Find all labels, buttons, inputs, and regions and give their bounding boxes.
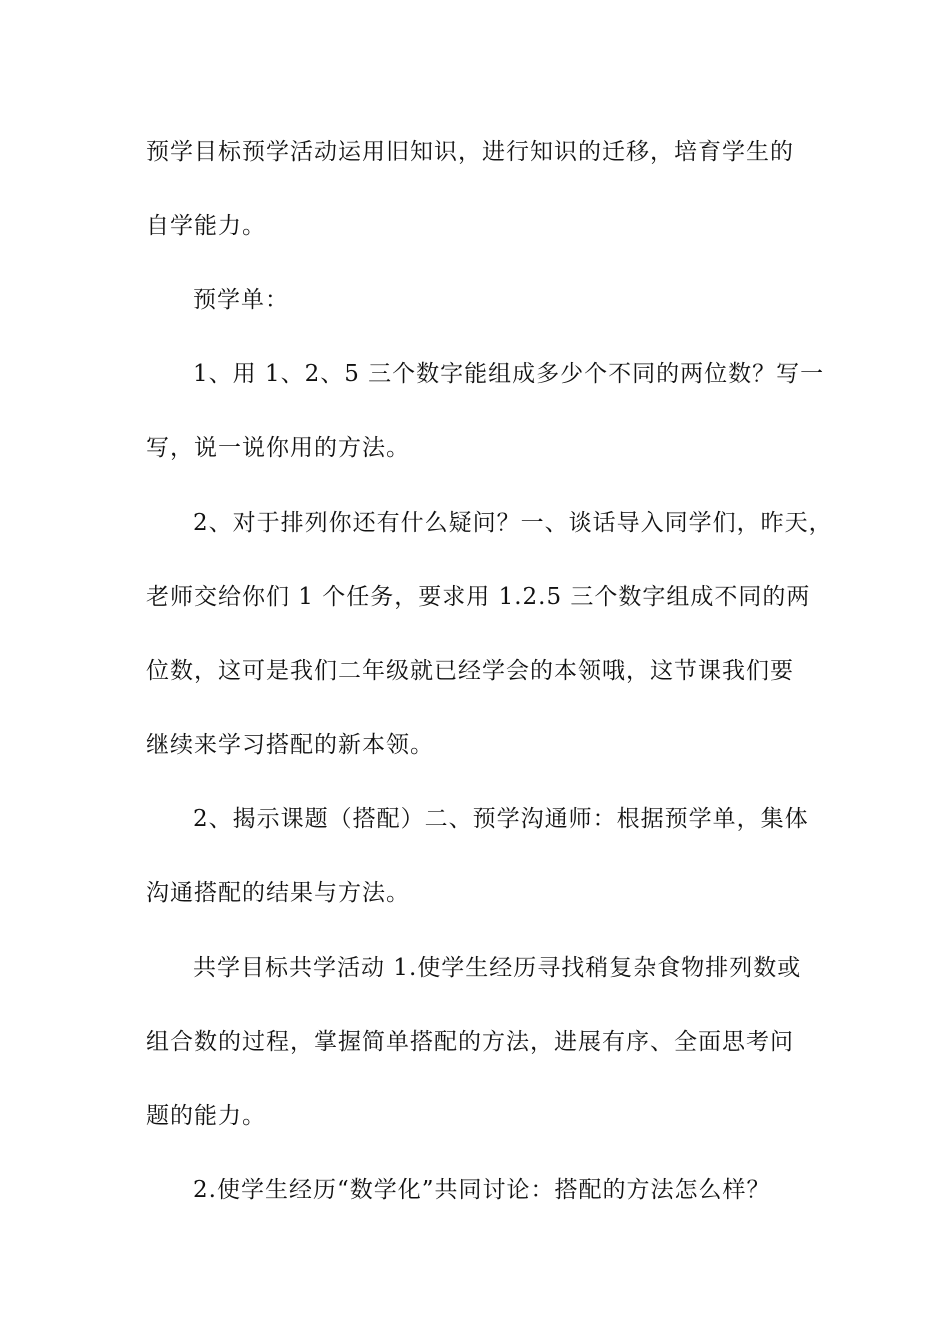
paragraph-line: 继续来学习搭配的新本领。 xyxy=(146,732,434,758)
paragraph-line: 位数，这可是我们二年级就已经学会的本领哦，这节课我们要 xyxy=(146,658,794,684)
paragraph-line: 共学目标共学活动 1.使学生经历寻找稍复杂食物排列数或 xyxy=(193,955,802,981)
paragraph-line: 题的能力。 xyxy=(146,1103,266,1129)
paragraph-line: 2、对于排列你还有什么疑问？一、谈话导入同学们，昨天， xyxy=(193,510,833,536)
paragraph-line: 预学目标预学活动运用旧知识，进行知识的迁移，培育学生的 xyxy=(146,139,794,165)
paragraph-line: 自学能力。 xyxy=(146,213,266,239)
paragraph-line: 沟通搭配的结果与方法。 xyxy=(146,880,410,906)
paragraph-line: 2、揭示课题（搭配）二、预学沟通师：根据预学单，集体 xyxy=(193,806,809,832)
paragraph-line: 2.使学生经历“数学化”共同讨论：搭配的方法怎么样？ xyxy=(193,1177,771,1203)
paragraph-line: 老师交给你们 1 个任务，要求用 1.2.5 三个数字组成不同的两 xyxy=(146,584,811,610)
section-heading: 预学单： xyxy=(193,287,289,313)
paragraph-line: 1、用 1、2、5 三个数字能组成多少个不同的两位数？写一 xyxy=(193,361,825,387)
paragraph-line: 组合数的过程，掌握简单搭配的方法，进展有序、全面思考问 xyxy=(146,1029,794,1055)
paragraph-line: 写，说一说你用的方法。 xyxy=(146,435,410,461)
